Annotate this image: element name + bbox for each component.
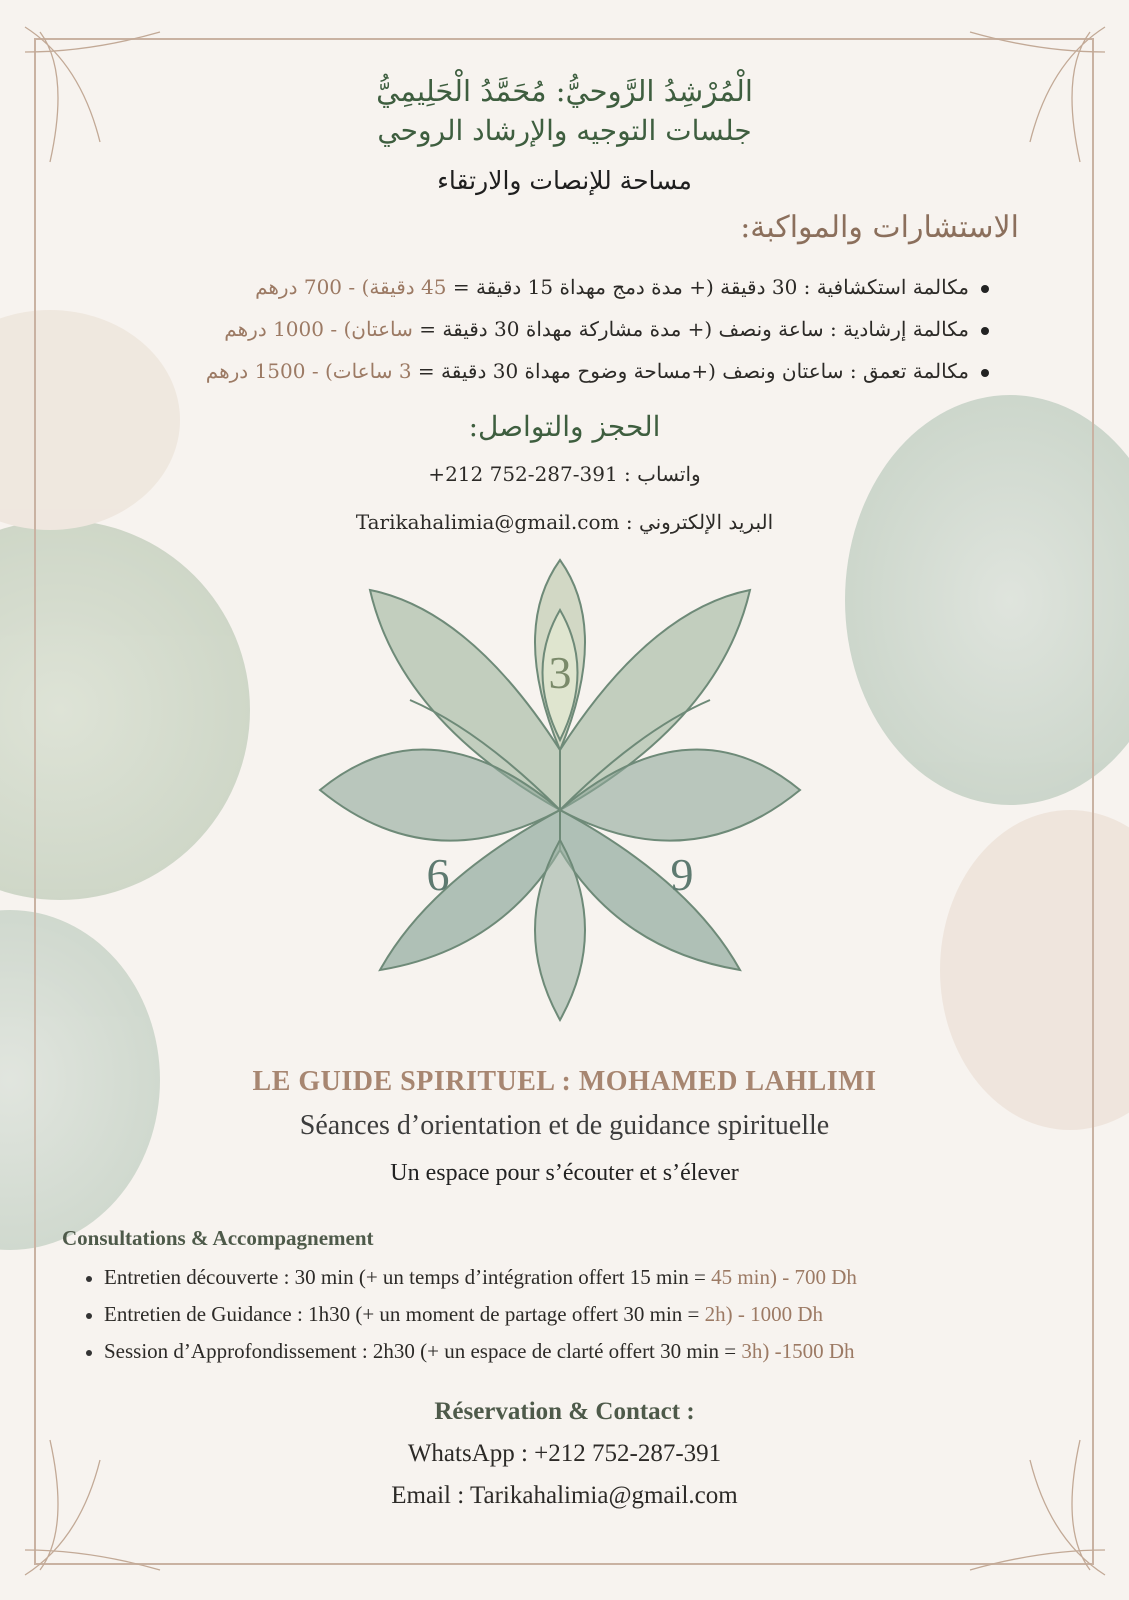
list-item [206, 354, 989, 396]
arabic-tagline: مساحة للإنصات والارتقاء [437, 166, 692, 195]
french-contact-heading: Réservation & Contact : [434, 1398, 695, 1425]
arabic-services-heading: الاستشارات والمواكبة: [740, 210, 1019, 245]
service-text: مكالمة تعمق : ساعتان ونصف (+مساحة وضوح مهداة 30 دقيقة = [411, 359, 969, 383]
service-price: ) - 1500 درهم [205, 359, 333, 383]
service-accent: 2h [704, 1302, 726, 1326]
french-email[interactable]: Email : Tarikahalimia@gmail.com [391, 1482, 738, 1509]
service-accent: 45 دقيقة [369, 275, 447, 299]
french-services-list [86, 1262, 857, 1373]
service-price: ) - 700 Dh [769, 1265, 857, 1289]
list-item [206, 312, 989, 354]
service-text: مكالمة استكشافية : 30 دقيقة (+ مدة دمج مهداة 15 دقيقة = [446, 275, 969, 299]
bullet-icon [981, 369, 989, 377]
arabic-whatsapp: واتساب : 391-287-752 212+ [428, 462, 701, 486]
arabic-subtitle: جلسات التوجيه والإرشاد الروحي [377, 114, 752, 147]
service-text: Entretien découverte : 30 min (+ un temps d’intégration offert 15 min = [104, 1265, 712, 1289]
french-services-heading: Consultations & Accompagnement [62, 1226, 374, 1250]
arabic-contact-heading: الحجز والتواصل: [468, 410, 661, 443]
list-item [206, 270, 989, 312]
french-whatsapp[interactable]: WhatsApp : +212 752-287-391 [407, 1440, 722, 1467]
list-item [86, 1336, 857, 1373]
service-price: ) - 700 درهم [255, 275, 370, 299]
bullet-icon [981, 285, 989, 293]
service-price: ) - 1000 Dh [725, 1302, 824, 1326]
lotus-number-9: 9 [670, 849, 694, 900]
list-item [86, 1262, 857, 1299]
service-text: Entretien de Guidance : 1h30 (+ un moment de partage offert 30 min = [104, 1302, 705, 1326]
service-price: ) -1500 Dh [762, 1339, 855, 1363]
service-accent: 3h [741, 1339, 763, 1363]
french-title: LE GUIDE SPIRITUEL : MOHAMED LAHLIMI [252, 1066, 877, 1097]
list-item [86, 1299, 857, 1336]
lotus-logo-icon [310, 550, 810, 1030]
service-accent: ساعتان [351, 317, 413, 341]
lotus-number-6: 6 [426, 849, 450, 900]
service-accent: 45 min [711, 1265, 770, 1289]
bullet-icon [86, 1276, 92, 1282]
french-tagline: Un espace pour s’écouter et s’élever [390, 1160, 739, 1186]
bullet-icon [86, 1350, 92, 1356]
bullet-icon [981, 327, 989, 335]
arabic-services-list [206, 270, 989, 396]
bullet-icon [86, 1313, 92, 1319]
service-accent: 3 ساعات [332, 359, 412, 383]
arabic-email: البريد الإلكتروني : Tarikahalimia@gmail.com [355, 510, 774, 534]
lotus-number-3: 3 [548, 647, 572, 698]
service-price: ) - 1000 درهم [224, 317, 352, 341]
service-text: Session d’Approfondissement : 2h30 (+ un espace de clarté offert 30 min = [104, 1339, 742, 1363]
french-subtitle: Séances d’orientation et de guidance spirituelle [299, 1110, 830, 1141]
arabic-title: الْمُرْشِدُ الرَّوحيُّ: مُحَمَّدُ الْحَلِيمِيُّ [376, 74, 753, 108]
service-text: مكالمة إرشادية : ساعة ونصف (+ مدة مشاركة مهداة 30 دقيقة = [412, 317, 969, 341]
